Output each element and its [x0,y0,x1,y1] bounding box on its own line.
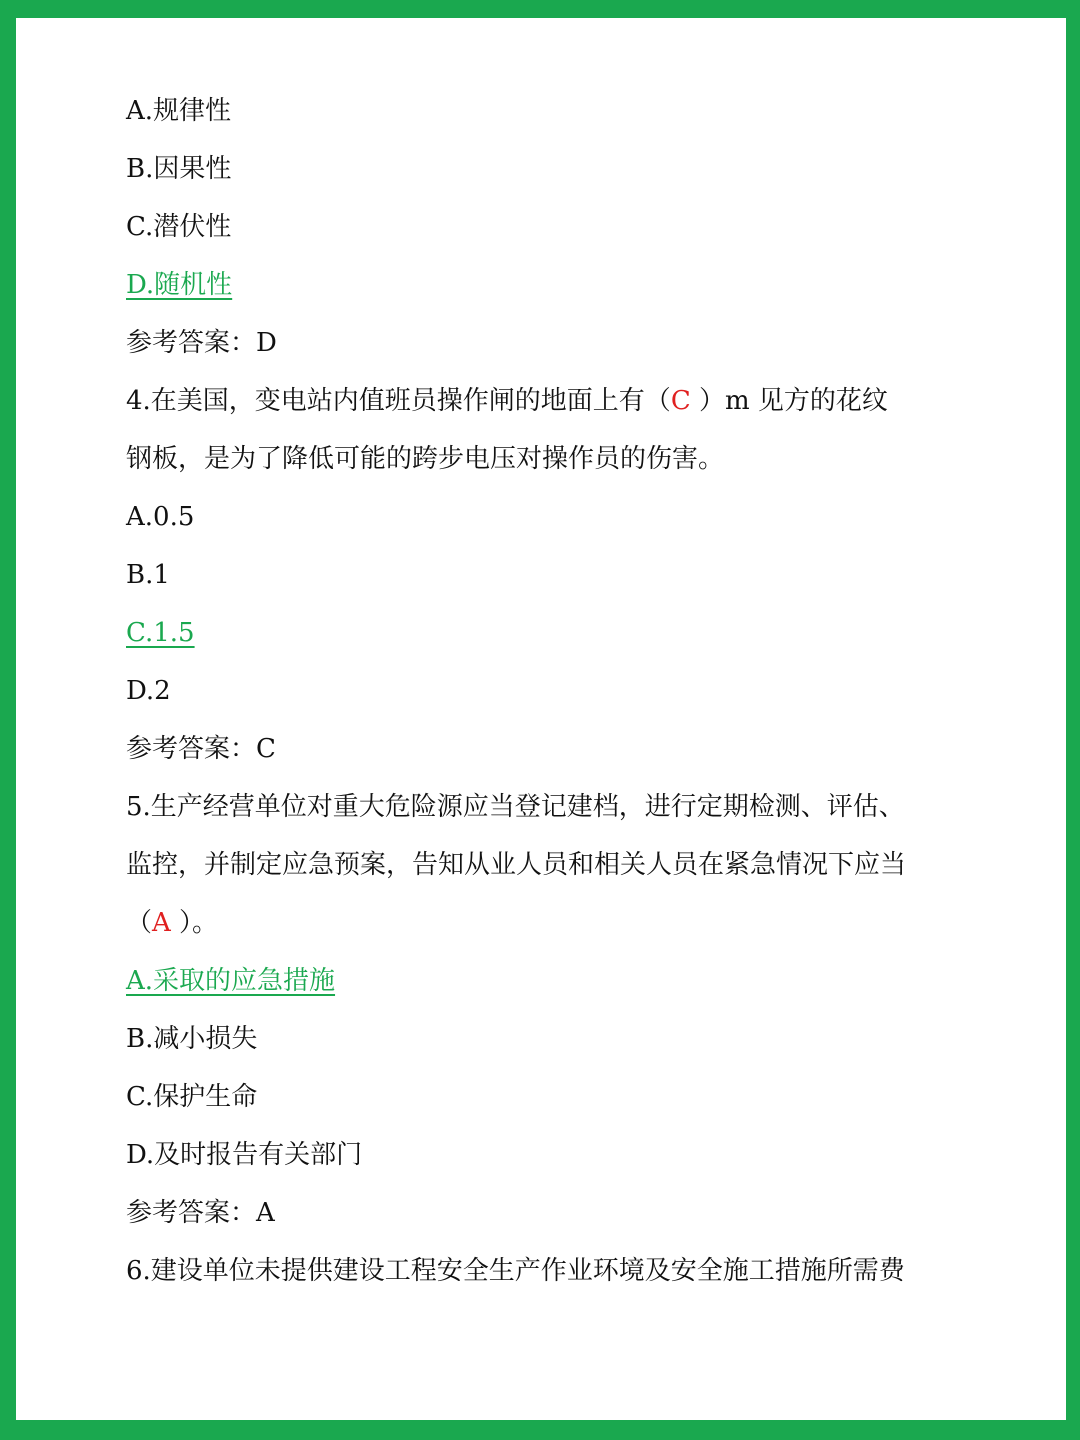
q4-option-c-correct [126,604,956,662]
q3-option-c: C.潜伏性 [126,212,232,242]
q5-answer: 参考答案：A [126,1198,275,1228]
q5-stem-line-3 [126,894,956,952]
q5-correct-option: A.采取的应急措施 [126,966,336,996]
q4-option-d: D.2 [126,676,171,706]
q5-option-d: D.及时报告有关部门 [126,1140,363,1170]
q4-stem-line-2: 钢板，是为了降低可能的跨步电压对操作员的伤害。 [126,444,725,474]
q5-stem-line-2: 监控，并制定应急预案，告知从业人员和相关人员在紧急情况下应当 [126,850,907,880]
q4-stem-line-1 [126,372,956,430]
q4-option-a: A.0.5 [126,502,195,532]
q3-option-d-correct [126,256,956,314]
q3-option-a: A.规律性 [126,96,232,126]
q3-option-b: B.因果性 [126,154,232,184]
q5-fill-answer: A [152,908,171,938]
q4-answer: 参考答案：C [126,734,276,764]
q6-stem-line-1: 6.建设单位未提供建设工程安全生产作业环境及安全施工措施所需费 [126,1256,905,1286]
q5-option-c: C.保护生命 [126,1082,258,1112]
q5-stem-line-1: 5.生产经营单位对重大危险源应当登记建档，进行定期检测、评估、 [126,792,905,822]
q4-option-b: B.1 [126,560,170,590]
q5-stem-part-a: （ [126,908,153,938]
q4-stem-part-b: ）m 见方的花纹 [690,386,888,416]
q4-fill-answer: C [670,386,691,416]
page-sheet [16,18,1066,1420]
q4-stem-part-a: 4.在美国，变电站内值班员操作闸的地面上有（ [126,386,671,416]
q5-option-a-correct [126,952,956,1010]
q5-stem-part-b: ）。 [170,908,219,938]
question-content [126,82,956,1300]
q5-option-b: B.减小损失 [126,1024,258,1054]
q3-correct-option: D.随机性 [126,270,233,300]
q3-answer: 参考答案：D [126,328,277,358]
q4-correct-option: C.1.5 [126,618,195,648]
